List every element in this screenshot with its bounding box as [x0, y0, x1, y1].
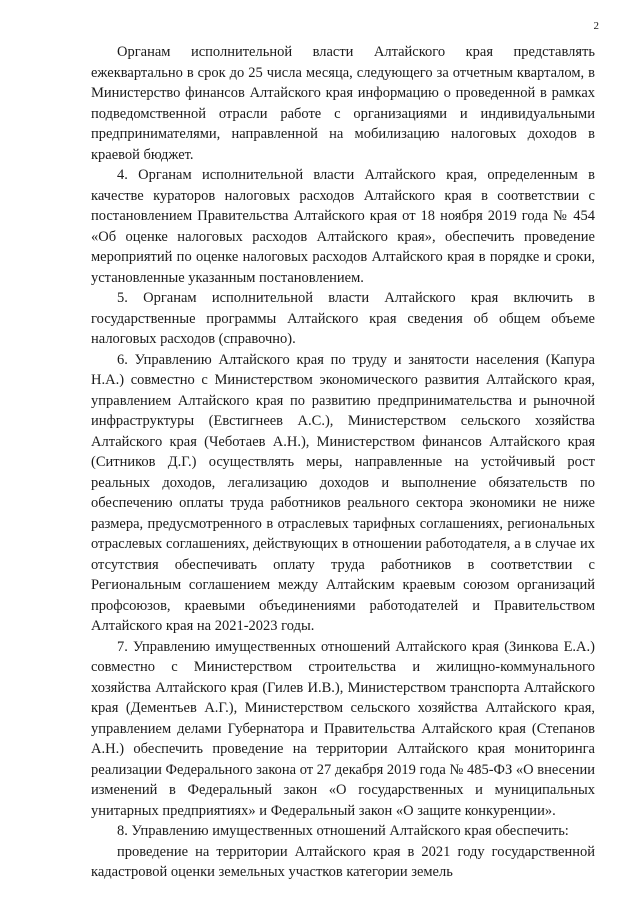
page-number: 2 [593, 20, 599, 32]
paragraph-item-4: 4. Органам исполнительной власти Алтайского края, определенным в качестве кураторов налоговых расходов Алтайского края в соответствии с постановлением Правительства Алтайского края от 18 ноября 2019 года № 454 «Об оценке налоговых расходов Алтайского края», обеспечить проведение мероприятий по оценке налоговых расходов Алтайского края в порядке и сроки, установленные указанным постановлением. [91, 167, 595, 286]
paragraph-item-6: 6. Управлению Алтайского края по труду и занятости населения (Капура Н.А.) совместно с Министерством экономического развития Алтайского края, управлением Алтайского края по развитию предпринимательства и рыночной инфраструктуры (Евстигнеев А.С.), Министерством сельского хозяйства Алтайского края (Чеботаев А.Н.), Министерством финансов Алтайского края (Ситников Д.Г.) осуществлять меры, направленные на устойчивый рост реальных доходов, легализацию доходов и выполнение обязательств по обеспечению оплаты труда работников реального сектора экономики не ниже размера, предусмотренного в отраслевых тарифных соглашениях, региональных отраслевых соглашениях, действующих в отношении работодателя, а в случае их отсутствия обеспечивать оплату труда работников в соответствии с Региональным соглашением между Алтайским краевым союзом организаций профсоюзов, краевыми объединениями работодателей и Правительством Алтайского края на 2021-2023 годы. [91, 351, 595, 634]
paragraph-item-7: 7. Управлению имущественных отношений Алтайского края (Зинкова Е.А.) совместно с Министерством строительства и жилищно-коммунального хозяйства Алтайского края (Гилев И.В.), Министерством транспорта Алтайского края (Дементьев А.Г.), Министерством сельского хозяйства Алтайского края, управлением делами Губернатора и Правительства Алтайского края (Степанов А.Н.) обеспечить проведение на территории Алтайского края мониторинга реализации Федерального закона от 27 декабря 2019 года № 485-ФЗ «О внесении изменений в Федеральный закон «О государственных и муниципальных унитарных предприятиях» и Федеральный закон «О защите конкуренции». [91, 638, 595, 819]
paragraph-mobilization-reporting: Органам исполнительной власти Алтайского края представлять ежеквартально в срок до 25 числа месяца, следующего за отчетным кварталом, в Министерство финансов Алтайского края информацию о проведенной в рамках подведомственной отрасли работе с организациями и индивидуальными предпринимателями, направленной на мобилизацию налоговых доходов в краевой бюджет. [91, 44, 595, 163]
document-body [91, 42, 595, 883]
paragraph-item-5: 5. Органам исполнительной власти Алтайского края включить в государственные программы Алтайского края сведения об общем объеме налоговых расходов (справочно). [91, 290, 595, 347]
paragraph-item-8: 8. Управлению имущественных отношений Алтайского края обеспечить: [117, 823, 569, 839]
paragraph-item-8-subitem: проведение на территории Алтайского края в 2021 году государственной кадастровой оценки земельных участков категории земель [91, 843, 595, 880]
